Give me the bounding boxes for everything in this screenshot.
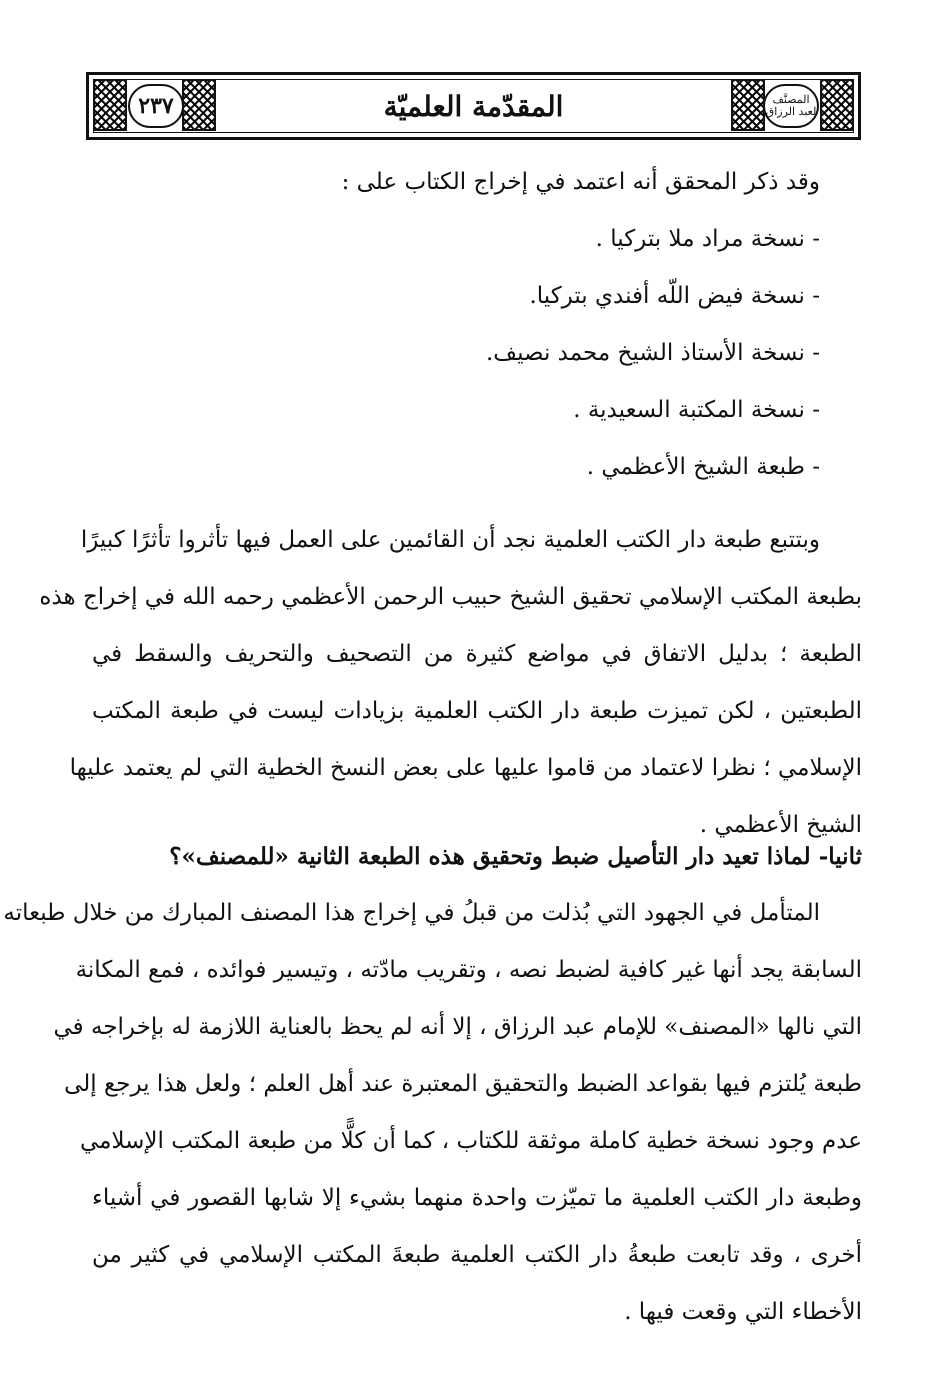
- section-title: المقدّمة العلميّة: [383, 89, 564, 123]
- paragraph-line: وبتتبع طبعة دار الكتب العلمية نجد أن القائمين على العمل فيها تأثروا تأثرًا كبيرًا: [80, 527, 820, 553]
- list-item: - طبعة الشيخ الأعظمي .: [586, 454, 820, 480]
- page-number-cartouche: [128, 84, 184, 128]
- running-header: [86, 72, 861, 140]
- ornament-icon: [820, 79, 854, 131]
- list-item: - نسخة الأستاذ الشيخ محمد نصيف.: [485, 340, 820, 366]
- page-number: ٢٣٧: [138, 93, 174, 119]
- paragraph-line: وطبعة دار الكتب العلمية ما تميّزت واحدة منهما بشيء إلا شابها القصور في أشياء: [92, 1185, 862, 1211]
- book-logo: [766, 94, 817, 118]
- paragraph-line: المتأمل في الجهود التي بُذلت من قبلُ في إخراج هذا المصنف المبارك من خلال طبعاته: [3, 900, 820, 926]
- list-item: - نسخة المكتبة السعيدية .: [573, 397, 820, 423]
- paragraph-line: الإسلامي ؛ نظرا لاعتماد من قاموا عليها على بعض النسخ الخطية التي لم يعتمد عليها: [69, 755, 862, 781]
- paragraph-line: عدم وجود نسخة خطية كاملة موثقة للكتاب ، كما أن كلًّا من طبعة المكتب الإسلامي: [79, 1128, 862, 1154]
- paragraph-line: الشيخ الأعظمي .: [699, 812, 862, 838]
- sources-section: [92, 154, 862, 496]
- ornament-icon: [182, 79, 216, 131]
- second-heading: [92, 828, 862, 885]
- book-logo-line2: لعبد الرزاق: [765, 105, 817, 118]
- book-logo-cartouche: [763, 84, 819, 128]
- ornament-icon: [93, 79, 127, 131]
- paragraph-line: التي نالها «المصنف» للإمام عبد الرزاق ، إلا أنه لم يحظ بالعناية اللازمة له بإخراجه في: [53, 1014, 862, 1040]
- paragraph-reasons: [3, 885, 862, 1341]
- paragraph-line: الأخطاء التي وقعت فيها .: [624, 1299, 862, 1325]
- intro-line: وقد ذكر المحقق أنه اعتمد في إخراج الكتاب على :: [341, 169, 820, 195]
- paragraph-line: الطبعة ؛ بدليل الاتفاق في مواضع كثيرة من التصحيف والتحريف والسقط في: [92, 641, 862, 667]
- paragraph-line: أخرى ، وقد تابعت طبعةُ دار الكتب العلمية طبعةَ المكتب الإسلامي في كثير من: [92, 1242, 862, 1268]
- header-frame: [93, 79, 854, 133]
- ornament-icon: [731, 79, 765, 131]
- book-logo-line1: المصنَّف: [772, 93, 810, 106]
- paragraph-line: السابقة يجد أنها غير كافية لضبط نصه ، وتقريب مادّته ، وتيسير فوائده ، فمع المكانة: [75, 957, 862, 983]
- list-item: - نسخة مراد ملا بتركيا .: [595, 226, 820, 252]
- list-item: - نسخة فيض اللّه أفندي بتركيا.: [529, 283, 820, 309]
- paragraph-line: طبعة يُلتزم فيها بقواعد الضبط والتحقيق المعتبرة عند أهل العلم ؛ ولعل هذا يرجع إلى: [64, 1071, 862, 1097]
- paragraph-line: الطبعتين ، لكن تميزت طبعة دار الكتب العلمية بزيادات ليست في طبعة المكتب: [92, 698, 862, 724]
- paragraph-comparison: [39, 512, 862, 854]
- subsection-heading: ثانيا- لماذا تعيد دار التأصيل ضبط وتحقيق هذه الطبعة الثانية «للمصنف»؟: [169, 843, 862, 870]
- header-title-band: [216, 80, 731, 132]
- paragraph-line: بطبعة المكتب الإسلامي تحقيق الشيخ حبيب الرحمن الأعظمي رحمه الله في إخراج هذه: [39, 584, 862, 610]
